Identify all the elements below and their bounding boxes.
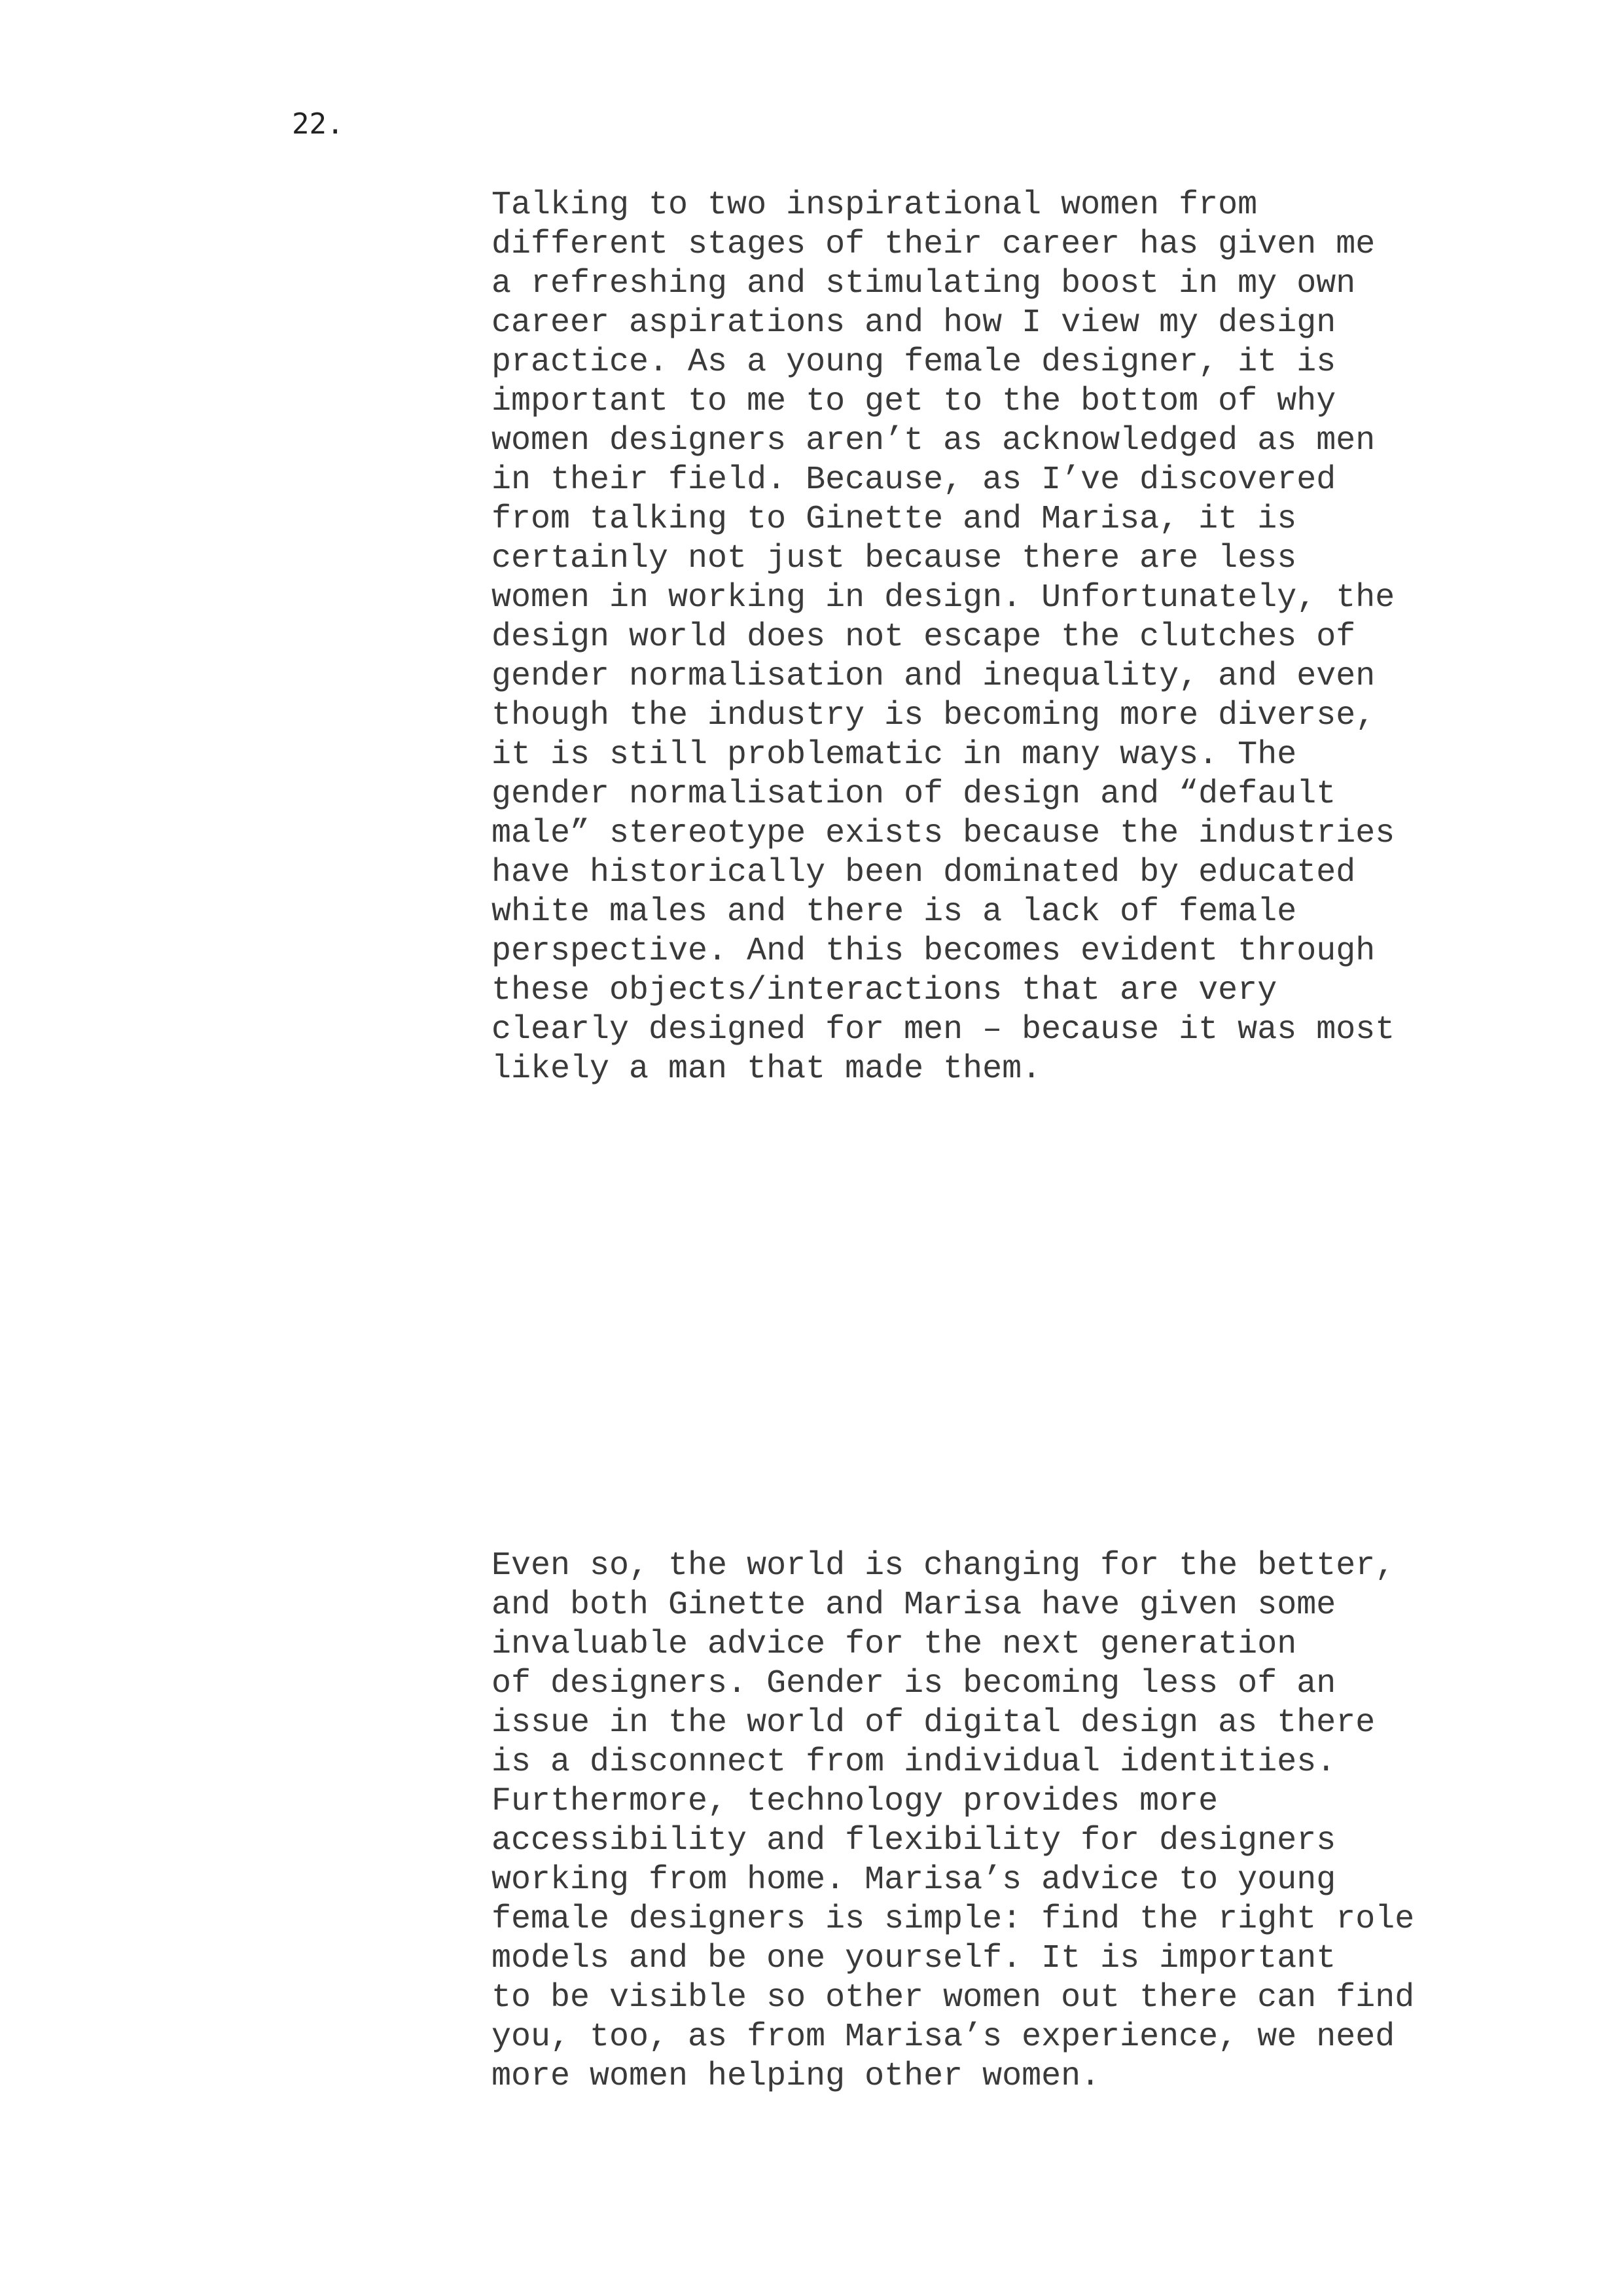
body-paragraph-1 xyxy=(491,186,1408,1089)
text-line: male” stereotype exists because the industries xyxy=(491,815,1395,852)
text-line: different stages of their career has given me xyxy=(491,226,1376,263)
text-line: design world does not escape the clutches of xyxy=(491,619,1356,656)
page-number: 22. xyxy=(292,107,344,141)
text-line: of designers. Gender is becoming less of an xyxy=(491,1665,1336,1702)
text-line: though the industry is becoming more diverse, xyxy=(491,697,1376,734)
text-line: to be visible so other women out there can find xyxy=(491,1979,1415,2017)
text-line: gender normalisation and inequality, and even xyxy=(491,658,1376,695)
text-line: white males and there is a lack of female xyxy=(491,893,1297,931)
text-line: and both Ginette and Marisa have given some xyxy=(491,1587,1336,1624)
text-line: models and be one yourself. It is important xyxy=(491,1940,1336,1977)
body-paragraph-2 xyxy=(491,1547,1415,2096)
text-line: Talking to two inspirational women from xyxy=(491,187,1258,224)
text-line: certainly not just because there are less xyxy=(491,540,1297,577)
text-line: a refreshing and stimulating boost in my own xyxy=(491,265,1356,302)
text-line: perspective. And this becomes evident through xyxy=(491,933,1376,970)
text-line: issue in the world of digital design as there xyxy=(491,1704,1376,1742)
text-line: gender normalisation of design and “default xyxy=(491,776,1336,813)
text-line: Furthermore, technology provides more xyxy=(491,1783,1219,1820)
text-line: female designers is simple: find the right role xyxy=(491,1901,1415,1938)
text-line: clearly designed for men – because it was most xyxy=(491,1011,1395,1049)
text-line: these objects/interactions that are very xyxy=(491,972,1277,1009)
text-line: invaluable advice for the next generation xyxy=(491,1626,1297,1663)
text-line: likely a man that made them. xyxy=(491,1050,1042,1088)
text-line: from talking to Ginette and Marisa, it is xyxy=(491,501,1297,538)
text-line: accessibility and flexibility for designers xyxy=(491,1822,1336,1859)
text-line: practice. As a young female designer, it is xyxy=(491,344,1336,381)
text-line: working from home. Marisa’s advice to young xyxy=(491,1861,1336,1899)
text-line: women designers aren’t as acknowledged as men xyxy=(491,422,1376,459)
text-line: is a disconnect from individual identities. xyxy=(491,1744,1336,1781)
text-line: women in working in design. Unfortunately, the xyxy=(491,579,1395,617)
text-line: Even so, the world is changing for the better, xyxy=(491,1547,1395,1585)
text-line: more women helping other women. xyxy=(491,2058,1101,2095)
text-line: it is still problematic in many ways. The xyxy=(491,736,1297,774)
text-line: in their field. Because, as I’ve discovered xyxy=(491,461,1336,499)
text-line: have historically been dominated by educated xyxy=(491,854,1356,891)
text-line: you, too, as from Marisa’s experience, we need xyxy=(491,2018,1395,2056)
text-line: career aspirations and how I view my design xyxy=(491,304,1336,342)
text-line: important to me to get to the bottom of why xyxy=(491,383,1336,420)
